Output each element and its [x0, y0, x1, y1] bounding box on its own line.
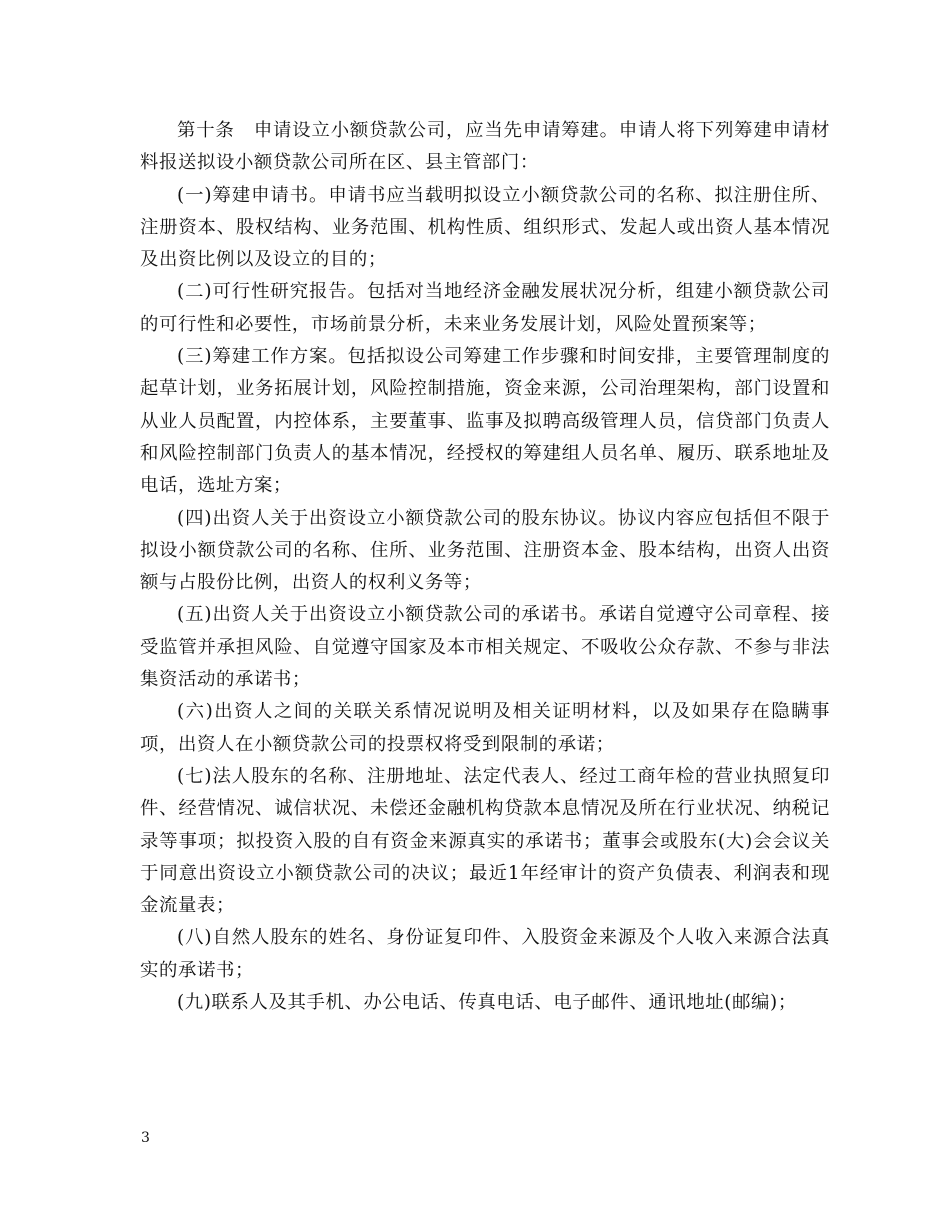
document-body — [140, 115, 830, 1019]
item-7-paragraph: (七)法人股东的名称、注册地址、法定代表人、经过工商年检的营业执照复印件、经营情况、诚信状况、未偿还金融机构贷款本息情况及所在行业状况、纳税记录等事项；拟投资入股的自有资金来源真实的承诺书；董事会或股东(大)会会议关于同意出资设立小额贷款公司的决议；最近1年经审计的资产负债表、利润表和现金流量表； — [140, 765, 830, 917]
item-5-paragraph: (五)出资人关于出资设立小额贷款公司的承诺书。承诺自觉遵守公司章程、接受监管并承担风险、自觉遵守国家及本市相关规定、不吸收公众存款、不参与非法集资活动的承诺书； — [140, 604, 830, 691]
page-number: 3 — [141, 1130, 150, 1146]
item-3-paragraph: (三)筹建工作方案。包括拟设公司筹建工作步骤和时间安排，主要管理制度的起草计划，业务拓展计划，风险控制措施，资金来源，公司治理架构，部门设置和从业人员配置，内控体系，主要董事、监事及拟聘高级管理人员，信贷部门负责人和风险控制部门负责人的基本情况，经授权的筹建组人员名单、履历、联系地址及电话，选址方案； — [140, 346, 830, 497]
article-10-intro: 第十条 申请设立小额贷款公司，应当先申请筹建。申请人将下列筹建申请材料报送拟设小额贷款公司所在区、县主管部门： — [140, 120, 830, 174]
item-4-paragraph: (四)出资人关于出资设立小额贷款公司的股东协议。协议内容应包括但不限于拟设小额贷款公司的名称、住所、业务范围、注册资本金、股本结构，出资人出资额与占股份比例，出资人的权利义务等； — [140, 507, 830, 594]
item-2-paragraph: (二)可行性研究报告。包括对当地经济金融发展状况分析，组建小额贷款公司的可行性和必要性，市场前景分析，未来业务发展计划，风险处置预案等； — [140, 281, 830, 335]
item-8-paragraph: (八)自然人股东的姓名、身份证复印件、入股资金来源及个人收入来源合法真实的承诺书； — [140, 927, 830, 981]
item-6-paragraph: (六)出资人之间的关联关系情况说明及相关证明材料，以及如果存在隐瞒事项，出资人在小额贷款公司的投票权将受到限制的承诺； — [140, 701, 830, 755]
item-1-paragraph: (一)筹建申请书。申请书应当载明拟设立小额贷款公司的名称、拟注册住所、注册资本、股权结构、业务范围、机构性质、组织形式、发起人或出资人基本情况及出资比例以及设立的目的； — [140, 184, 830, 271]
item-9-paragraph: (九)联系人及其手机、办公电话、传真电话、电子邮件、通讯地址(邮编)； — [177, 992, 797, 1014]
